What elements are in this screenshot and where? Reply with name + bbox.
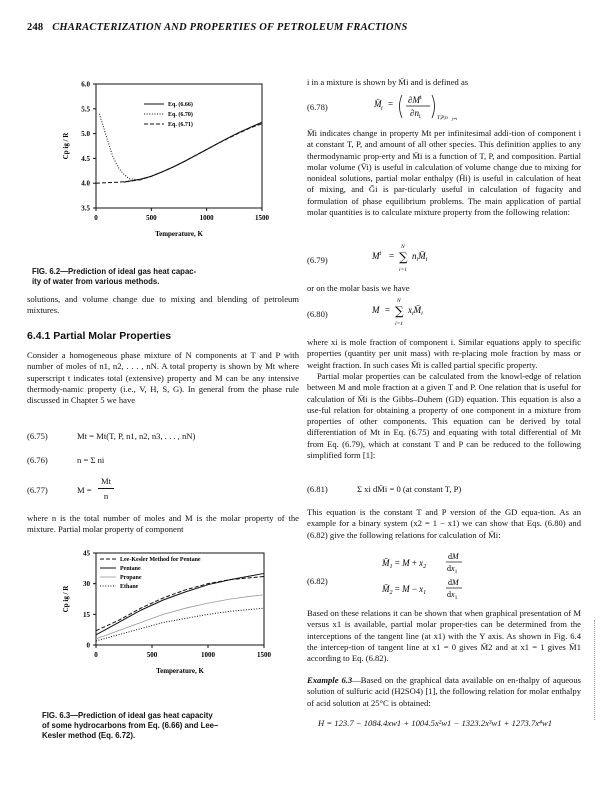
svg-text:=: = [388, 99, 394, 109]
page-number: 248 [27, 22, 44, 33]
y-tick-label: 4.5 [81, 154, 90, 163]
right-paragraph-4: where xi is mole fraction of component i. Similar equations apply to specific properties (quantity per unit mass) with re-placing mole fraction by mass or weight fraction. In such cases M̄i is called partial specific property. [307, 337, 581, 370]
svg-text:=: = [385, 305, 391, 315]
figure-6-3 [14, 545, 294, 695]
example-6-3 [307, 675, 581, 709]
series-line-3 [96, 124, 262, 184]
eq-6-76: n = Σ ni [77, 455, 105, 465]
legend-entry: Eq. (6.66) [168, 102, 193, 108]
x-tick-label: 500 [146, 651, 158, 659]
eq-6-79-label: (6.79) [307, 255, 328, 265]
svg-text:niM̄i: $n_iM̄_i$ [412, 251, 428, 263]
eq-6-81-label: (6.81) [307, 484, 328, 494]
eq-6-82 [380, 548, 480, 604]
legend-entry: Ethane [120, 584, 139, 590]
legend-entry: Eq. (6.70) [168, 112, 193, 118]
svg-text:Mt: $M^t$ [372, 251, 382, 261]
series-line-3 [96, 595, 264, 639]
figure-6-2 [14, 72, 294, 252]
svg-text:M̄2 = M − x1: $M̄_2 = M - x_1$ [382, 584, 427, 596]
eq-6-76-label: (6.76) [27, 455, 48, 465]
x-tick-label: 1500 [257, 651, 271, 659]
right-paragraph-3: or on the molar basis we have [307, 283, 410, 293]
y-tick-label: 6.0 [81, 80, 90, 89]
eq-6-79 [370, 240, 460, 276]
right-paragraph-6: This equation is the constant T and P version of the GD equa-tion. As an example for a binary system (x2 = 1 − x1) we can show that Eqs. (6.80) and (6.82) give the following relations for calculation of M̄i: [307, 507, 581, 540]
running-title: CHARACTERIZATION AND PROPERTIES OF PETROLEUM FRACTIONS [52, 22, 408, 33]
y-tick-label: 4.0 [81, 179, 90, 188]
legend-entry: Pentane [120, 566, 141, 572]
legend-entry: Lee-Kesler Method for Pentane [120, 557, 201, 563]
x-tick-label: 1000 [201, 651, 215, 659]
y-tick-label: 5.0 [81, 130, 90, 139]
x-axis-label: Temperature, K [156, 667, 204, 675]
eq-6-75: Mt = Mt(T, P, n1, n2, n3, . . . , nN) [77, 431, 196, 441]
eq-6-80 [370, 294, 460, 330]
legend-entry: Eq. (6.71) [168, 122, 193, 128]
eq-6-77-numerator: Mt [100, 476, 112, 486]
x-axis-label: Temperature, K [155, 230, 203, 238]
figure-6-2-caption: FIG. 6.2—Prediction of ideal gas heat capac- ity of water from various methods. [32, 267, 197, 286]
y-tick-label: 5.5 [81, 105, 90, 114]
example-label: Example 6.3 [307, 675, 353, 685]
svg-text:∑: ∑ [399, 250, 408, 264]
y-tick-label: 3.5 [81, 204, 90, 213]
example-text: —Based on the graphical data available on en-thalpy of aqueous solution of sulfuric acid (H2SO4) [1], the following relation for molar enthalpy of acid solution at 25°C is obtained: [307, 675, 581, 708]
y-tick-label: 30 [83, 580, 90, 589]
svg-text:T,P,n: T,P,n [437, 115, 448, 121]
svg-text:M̄1 = M + x2: $M̄_1 = M + x_2$ [382, 558, 427, 570]
svg-text:xiM̄i: $x_iM̄_i$ [408, 305, 423, 317]
y-tick-label: 45 [83, 549, 90, 558]
left-paragraph-3: where n is the total number of moles and M is the molar property of the mixture. Partial molar property of component [27, 513, 299, 535]
svg-text:i=1: i=1 [399, 267, 407, 273]
eq-6-75-label: (6.75) [27, 431, 48, 441]
left-paragraph-1: solutions, and volume change due to mixing and blending of petroleum mixtures. [27, 294, 299, 316]
svg-text:dM: dM [448, 552, 459, 561]
svg-text:=: = [389, 251, 395, 261]
svg-text:∂ni: $\partial n_i$ [410, 108, 421, 120]
figure-6-3-caption: FIG. 6.3—Prediction of ideal gas heat capacity of some hydrocarbons from Eq. (6.66) and Lee– Kesler method (Eq. 6.72). [42, 711, 219, 740]
legend-entry: Propane [120, 575, 142, 581]
x-tick-label: 1500 [255, 214, 269, 222]
series-line-1 [124, 122, 262, 182]
svg-text:N: N [397, 298, 401, 304]
y-tick-label: 0 [86, 641, 90, 650]
eq-6-78 [372, 91, 482, 121]
right-paragraph-7: Based on these relations it can be shown that when graphical presentation of M versus x1 is available, partial molar proper-ties can be determined from the interceptions of the tangent line (at x1) with the Y axis. As shown in Fig. 6.4 the intercep-tion of tangent line at x1 = 0 gives M̄2 and at x1 = 1 gives M̄1 according to Eq. (6.82). [307, 608, 581, 664]
svg-text:dx1: $dx_1$ [447, 590, 458, 601]
eq-6-78-label: (6.78) [307, 102, 328, 112]
x-tick-label: 0 [94, 214, 98, 222]
svg-text:M: M [372, 305, 380, 315]
right-paragraph-1: i in a mixture is shown by M̄i and is defined as [307, 77, 469, 87]
y-axis-label: Cp ig / R [62, 585, 70, 613]
section-heading: 6.4.1 Partial Molar Properties [27, 330, 172, 342]
svg-text:i=1: i=1 [395, 321, 403, 327]
x-tick-label: 500 [146, 214, 157, 222]
y-tick-label: 15 [83, 610, 90, 619]
example-equation: H = 123.7 − 1084.4xw1 + 1004.5x²w1 − 1323.2x³w1 + 1273.7x⁴w1 [318, 718, 553, 728]
left-paragraph-2: Consider a homogeneous phase mixture of N components at T and P with number of moles of n1, n2, . . . , nN. A total property is shown by Mt where superscript t indicates total (extensive) property and M can be any intensive thermody-namic property (i.e., V, H, S, G). In general from the phase rule discussed in Chapter 5 we have [27, 350, 299, 406]
svg-text:M̄: M̄ [374, 99, 382, 109]
eq-6-77-denominator: n [103, 491, 109, 501]
eq-6-77-lhs: M = [77, 485, 92, 495]
series-line-4 [96, 608, 264, 641]
fraction-bar [98, 488, 114, 489]
eq-6-82-label: (6.82) [307, 576, 328, 586]
eq-6-81: Σ xi dM̄i = 0 (at constant T, P) [357, 484, 462, 494]
svg-text:∑: ∑ [395, 304, 404, 318]
svg-text:N: N [401, 244, 405, 250]
svg-text:∂Mt: $\partial M^t$ [408, 95, 422, 105]
series-line-2 [96, 573, 264, 634]
right-paragraph-5: Partial molar properties can be calculated from the knowl-edge of relation between M and mole fraction at a given T and P. One relation that is useful for calculation of M̄i is the Gibbs–Duhem (GD) equation. This equation is also a use-ful relation for obtaining a property of one component in a mixture from properties of other components. This equation can be derived by total differentiation of Mt in Eq. (6.75) and equating with total differential of Mt from Eq. (6.79), which at constant T and P can be reduced to the following simplified form [1]: [307, 371, 581, 461]
margin-dots [594, 620, 597, 720]
svg-text:i: i [381, 106, 383, 112]
svg-text:dM: dM [448, 578, 459, 587]
y-axis-label: Cp ig / R [62, 132, 70, 160]
svg-text:dx1: $dx_1$ [447, 564, 458, 575]
x-tick-label: 0 [94, 651, 98, 659]
x-tick-label: 1000 [199, 214, 214, 222]
svg-text:j≠i: j≠i [452, 116, 457, 121]
eq-6-77-label: (6.77) [27, 485, 48, 495]
eq-6-80-label: (6.80) [307, 309, 328, 319]
right-paragraph-2: M̄i indicates change in property Mt per infinitesimal addi-tion of component i at constant T, P, and amount of all other species. This definition applies to any thermodynamic prop-erty and M̄i is a function of T, P, and composition. Partial molar volume (V̄i) is useful in calculation of volume change due to mixing for nonideal solutions, partial molar enthalpy (H̄i) is useful in calculation of heat of mixing, and Ḡi is par-ticularly useful in calculation of fugacity and formulation of phase equilibrium problems. The main application of partial molar quantities is to calculate mixture property from the following relation: [307, 128, 581, 218]
running-header [27, 22, 408, 33]
